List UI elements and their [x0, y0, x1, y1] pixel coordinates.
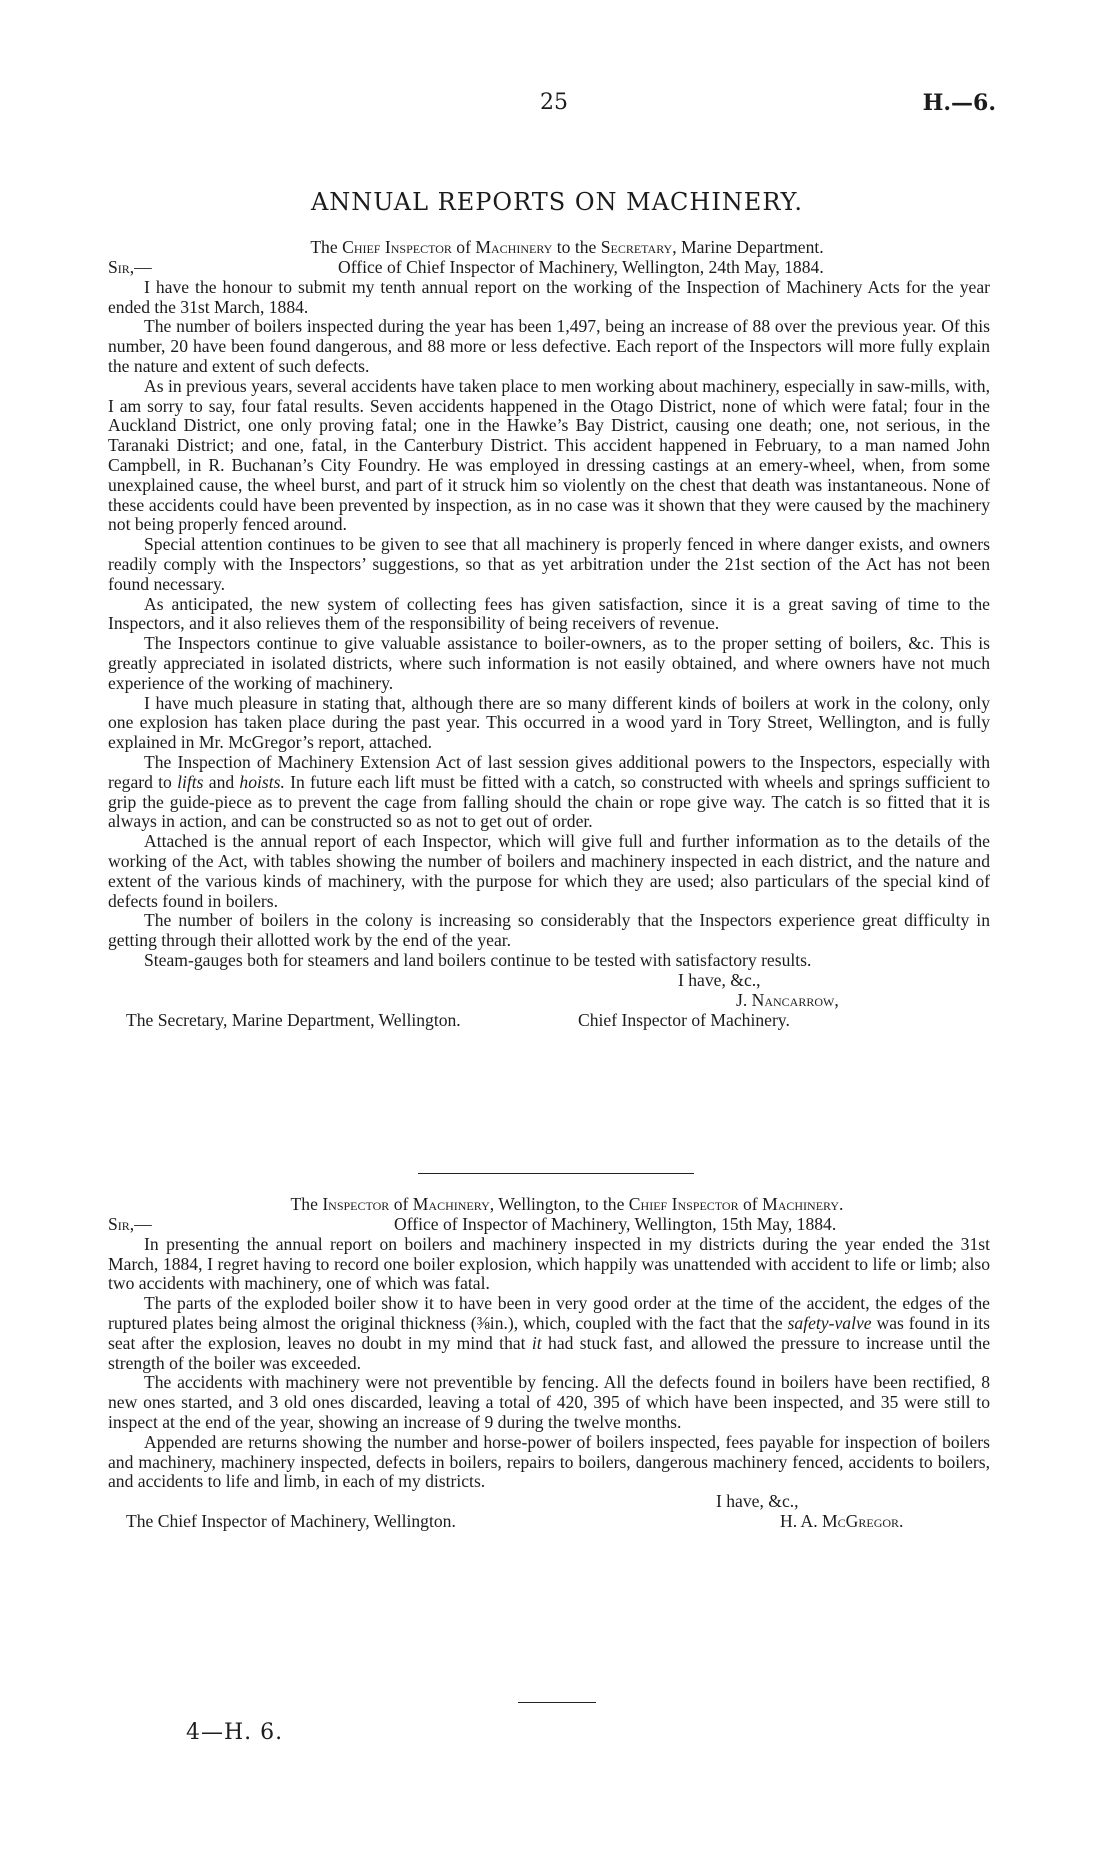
- salutation-line: [108, 1215, 990, 1235]
- paragraph: Special attention continues to be given to see that all machinery is properly fenced in where danger exists, and owners readily comply with the Inspectors’ suggestions, so that as yet arbitration under the 21st section of the Act has not been found necessary.: [108, 534, 990, 594]
- address-line: [108, 1011, 990, 1031]
- paragraph: I have the honour to submit my tenth annual report on the working of the Inspection of Machinery Acts for the year ended the 31st March, 1884.: [108, 276, 990, 317]
- closing-line: [108, 971, 990, 991]
- paragraph: Steam-gauges both for steamers and land boilers continue to be tested with satisfactory results.: [144, 949, 812, 970]
- paragraph: The Inspection of Machinery Extension Act of last session gives additional powers to the Inspectors, especially with regard to lifts and hoists. In future each lift must be fitted with a catch, so constructed with wheels and springs sufficient to grip the guide-piece as to prevent the cage from falling should the chain or rope give way. The catch is so fitted that it is always in action, and can be constructed so as not to get out of order.: [108, 751, 991, 832]
- signature-mark: 4—H. 6.: [186, 1720, 284, 1745]
- chief-inspector-report: [108, 238, 990, 1031]
- document-reference: H.—6.: [922, 90, 996, 116]
- wellington-inspector-report: [108, 1195, 990, 1532]
- page-title: ANNUAL REPORTS ON MACHINERY.: [310, 188, 804, 216]
- office-dateline: Office of Chief Inspector of Machinery, Wellington, 24th May, 1884.: [338, 256, 824, 277]
- paragraph: The number of boilers in the colony is increasing so considerably that the Inspectors experience great difficulty in getting through their allotted work by the end of the year.: [108, 910, 990, 951]
- address-line: [108, 1512, 990, 1532]
- salutation: Sir,—: [108, 1213, 152, 1234]
- signature: H. A. McGregor.: [780, 1511, 904, 1532]
- office-dateline: Office of Inspector of Machinery, Wellington, 15th May, 1884.: [394, 1213, 837, 1234]
- page-number: 25: [540, 90, 568, 115]
- signer-title: Chief Inspector of Machinery.: [578, 1009, 790, 1030]
- addressee: The Chief Inspector of Machinery, Wellington.: [126, 1511, 456, 1532]
- report-caption: The Inspector of Machinery, Wellington, to the Chief Inspector of Machinery.: [290, 1194, 844, 1214]
- end-rule: [518, 1702, 596, 1703]
- paragraph: As anticipated, the new system of collecting fees has given satisfaction, since it is a great saving of time to the Inspectors, and it also relieves them of the responsibility of being receivers of revenue.: [108, 593, 990, 634]
- closing-phrase: I have, &c.,: [678, 969, 761, 990]
- signature: J. Nancarrow,: [736, 989, 839, 1010]
- paragraph: The accidents with machinery were not preventible by fencing. All the defects found in boilers have been rectified, 8 new ones started, and 3 old ones discarded, leaving a total of 420, 395 of which have been inspected, and 35 were still to inspect at the end of the year, showing an increase of 9 during the twelve months.: [108, 1372, 990, 1432]
- paragraph: Attached is the annual report of each Inspector, which will give full and further information as to the details of the working of the Act, with tables showing the number of boilers and machinery inspected in each district, and the nature and extent of the various kinds of machinery, with the purpose for which they are used; also particulars of the special kind of defects found in boilers.: [108, 831, 990, 911]
- paragraph: The Inspectors continue to give valuable assistance to boiler-owners, as to the proper setting of boilers, &c. This is greatly appreciated in isolated districts, where such information is not easily obtained, and where owners have not much experience of the working of machinery.: [108, 633, 990, 693]
- page-header: [0, 90, 1114, 120]
- salutation-line: [108, 258, 990, 278]
- salutation: Sir,—: [108, 256, 152, 277]
- report-caption: The Chief Inspector of Machinery to the Secretary, Marine Department.: [310, 237, 824, 257]
- closing-line: [108, 1492, 990, 1512]
- paragraph: I have much pleasure in stating that, although there are so many different kinds of boilers at work in the colony, only one explosion has taken place during the past year. This occurred in a wood yard in Tory Street, Wellington, and is fully explained in Mr. McGregor’s report, attached.: [108, 692, 990, 753]
- section-divider: [418, 1173, 694, 1174]
- closing-phrase: I have, &c.,: [716, 1491, 799, 1512]
- signature-line: [108, 991, 990, 1011]
- paragraph: In presenting the annual report on boilers and machinery inspected in my districts during the year ended the 31st March, 1884, I regret having to record one boiler explosion, which happily was unattended with accident to life or limb; also two accidents with machinery, one of which was fatal.: [108, 1233, 990, 1294]
- paragraph: The parts of the exploded boiler show it to have been in very good order at the time of the accident, the edges of the ruptured plates being almost the original thickness (⅜in.), which, coupled with the fact that the safety-valve was found in its seat after the explosion, leaves no doubt in my mind that it had stuck fast, and allowed the pressure to increase until the strength of the boiler was exceeded.: [108, 1293, 991, 1373]
- paragraph: The number of boilers inspected during the year has been 1,497, being an increase of 88 over the previous year. Of this number, 20 have been found dangerous, and 88 more or less defective. Each report of the Inspectors will more fully explain the nature and extent of such defects.: [108, 316, 990, 376]
- paragraph: Appended are returns showing the number and horse-power of boilers inspected, fees payable for inspection of boilers and machinery, machinery inspected, defects in boilers, repairs to boilers, dangerous machinery fenced, accidents to boilers, and accidents to life and limb, in each of my districts.: [108, 1431, 990, 1492]
- paragraph: As in previous years, several accidents have taken place to men working about machinery, especially in saw-mills, with, I am sorry to say, four fatal results. Seven accidents happened in the Otago District, none of which were fatal; four in the Auckland District, one only proving fatal; one in the Hawke’s Bay District, causing one death; one, not serious, in the Taranaki District; and one, fatal, in the Canterbury District. This accident happened in February, to a man named John Campbell, in R. Buchanan’s City Foundry. He was employed in dressing castings at an emery-wheel, when, from some unexplained cause, the wheel burst, and part of it struck him so violently on the chest that death was instantaneous. None of these accidents could have been prevented by inspection, as in no case was it shown that they were caused by the machinery not being properly fenced around.: [108, 375, 990, 535]
- addressee: The Secretary, Marine Department, Wellington.: [126, 1009, 461, 1030]
